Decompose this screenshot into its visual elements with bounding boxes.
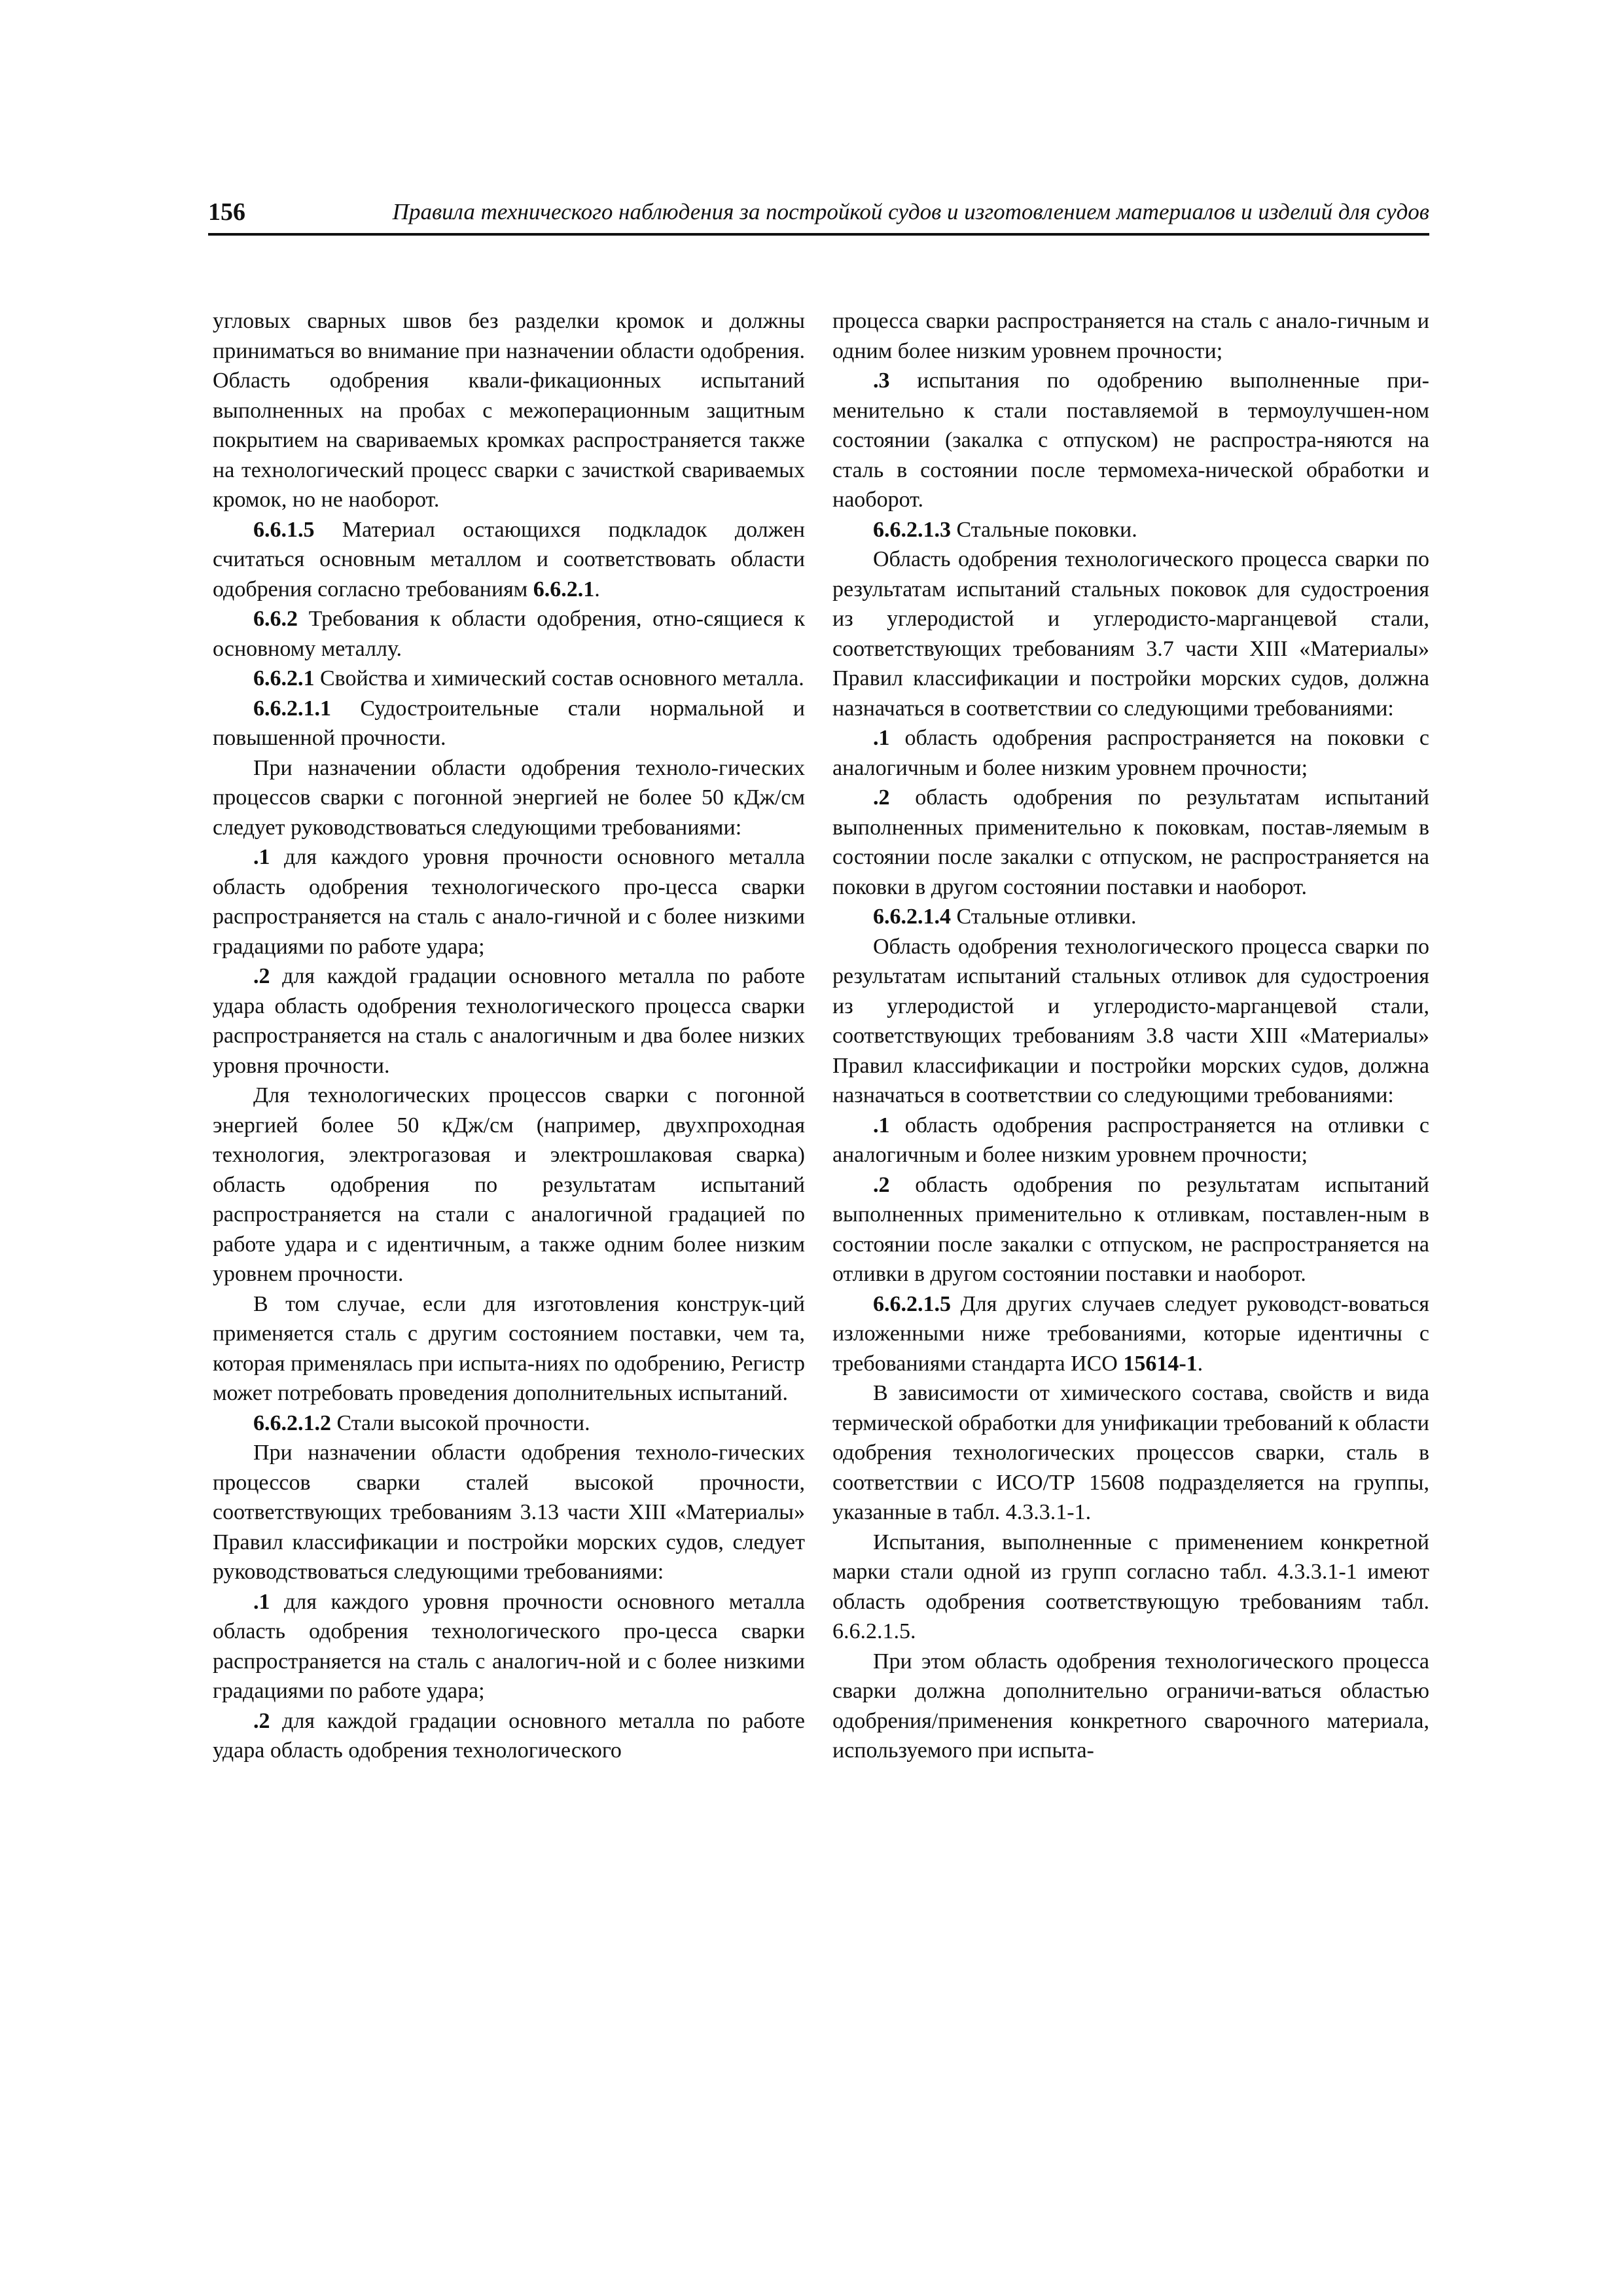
paragraph-text: Для других случаев следует руководст-воваться изложенными ниже требованиями, которые идентичны с требованиями стандарта ИСО [832,1291,1429,1376]
cross-reference: 6.6.2.1 [533,577,595,601]
paragraph-text: испытания по одобрению выполненные при-менительно к стали поставляемой в термоулучшен-ном состоянии (закалка с отпуском) не распростра-няются на сталь в состоянии после термомеха-нической обработки и наоборот. [832,368,1429,512]
paragraph [832,1170,1429,1289]
paragraph [832,306,1429,366]
paragraph [832,902,1429,932]
paragraph [832,783,1429,902]
paragraph [832,1647,1429,1766]
paragraph-text: для каждой градации основного металла по работе удара область одобрения технологического [213,1708,805,1763]
paragraph [213,842,805,961]
paragraph [213,1587,805,1706]
paragraph [213,961,805,1081]
clause-number: .1 [873,726,890,750]
clause-number: 6.6.2.1.1 [253,696,331,721]
clause-number: .3 [873,368,890,393]
paragraph [832,932,1429,1111]
clause-number: .2 [253,964,270,988]
paragraph-text: Стальные поковки. [951,517,1137,542]
page-header [208,196,1429,236]
clause-number: .2 [873,1172,890,1197]
paragraph-text: При назначении области одобрения техноло-гических процессов сварки сталей высокой прочности, соответствующих требованиям 3.13 части XIII «Материалы» Правил классификации и постройки морских судов, следует руководствоваться следующими требованиями: [213,1441,805,1584]
right-column [832,306,1429,1766]
paragraph-text: Область одобрения технологического процесса сварки по результатам испытаний стальных поковок для судостроения из углеродистой и углеродисто-марганцевой стали, соответствующих требованиям 3.7 части XIII «Материалы» Правил классификации и постройки морских судов, должна назначаться в соответствии со следующими требованиями: [832,547,1429,721]
paragraph-text: Область одобрения технологического процесса сварки по результатам испытаний стальных отливок для судостроения из углеродистой и углеродисто-марганцевой стали, соответствующих требованиям 3.8 части XIII «Материалы» Правил классификации и постройки морских судов, должна назначаться в соответствии со следующими требованиями: [832,934,1429,1107]
paragraph [832,545,1429,723]
paragraph-text: область одобрения по результатам испытаний выполненных применительно к отливкам, поставлен-ным в состоянии после закалки с отпуском, не распространяется на отливки в другом состоянии поставки и наоборот. [832,1172,1429,1286]
paragraph [213,306,805,515]
paragraph-text: Требования к области одобрения, отно-сящиеся к основному металлу. [213,607,805,661]
paragraph [832,515,1429,545]
paragraph-tail: . [594,577,600,601]
paragraph-text: При этом область одобрения технологического процесса сварки должна дополнительно ограничи-ваться областью одобрения/применения конкретного сварочного материала, используемого при испыта- [832,1649,1429,1763]
paragraph-text: для каждой градации основного металла по работе удара область одобрения технологического процесса сварки распространяется на сталь с аналогичным и два более низких уровня прочности. [213,964,805,1078]
paragraph [213,1438,805,1587]
paragraph [213,694,805,753]
paragraph-text: область одобрения распространяется на поковки с аналогичным и более низким уровнем прочности; [832,726,1429,780]
paragraph-text: В зависимости от химического состава, свойств и вида термической обработки для унификации требований к области одобрения технологических процессов сварки, сталь в соответствии с ИСО/ТР 15608 подразделяется на группы, указанные в табл. 4.3.3.1-1. [832,1381,1429,1524]
clause-number: 6.6.2 [253,607,298,631]
paragraph [213,1289,805,1408]
clause-number: .1 [253,845,270,869]
paragraph-text: Для технологических процессов сварки с погонной энергией более 50 кДж/см (например, двухпроходная технология, электрогазовая и электрошлаковая сварка) область одобрения по результатам испытаний распространяется на стали с аналогичной градацией по работе удара и с идентичным, а также одним более низким уровнем прочности. [213,1083,805,1286]
paragraph [213,1408,805,1439]
paragraph-text: угловых сварных швов без разделки кромок и должны приниматься во внимание при назначении области одобрения. Область одобрения квали-фикационных испытаний выполненных на пробах с межоперационным защитным покрытием на свариваемых кромках распространяется также на технологический процесс сварки с зачисткой свариваемых кромок, но не наоборот. [213,309,805,512]
left-column [213,306,805,1766]
paragraph-text: процесса сварки распространяется на сталь с анало-гичным и одним более низким уровнем прочности; [832,309,1429,363]
paragraph-text: Стальные отливки. [951,905,1137,929]
paragraph [213,1081,805,1289]
page-number: 156 [208,198,245,226]
clause-number: .1 [873,1113,890,1138]
cross-reference: 15614-1 [1123,1351,1198,1376]
clause-number: 6.6.1.5 [253,517,315,542]
paragraph-tail: . [1197,1351,1204,1376]
paragraph-text: Стали высокой прочности. [331,1410,590,1435]
paragraph-text: область одобрения распространяется на отливки с аналогичным и более низким уровнем прочности; [832,1113,1429,1167]
paragraph-text: В том случае, если для изготовления конструк-ций применяется сталь с другим состоянием поставки, чем та, которая применялась при испыта-ниях по одобрению, Регистр может потребовать проведения дополнительных испытаний. [213,1291,805,1405]
paragraph-text: для каждого уровня прочности основного металла область одобрения технологического про-цесса сварки распространяется на сталь с аналогич-ной и с более низкими градациями по работе удара; [213,1589,805,1703]
clause-number: 6.6.2.1.4 [873,905,951,929]
paragraph-text: область одобрения по результатам испытаний выполненных применительно к поковкам, постав-ляемым в состоянии после закалки с отпуском, не распространяется на поковки в другом состоянии поставки и наоборот. [832,785,1429,899]
clause-number: .2 [873,785,890,810]
paragraph-text: Материал остающихся подкладок должен считаться основным металлом и соответствовать области одобрения согласно требованиям [213,517,805,601]
paragraph [832,1378,1429,1528]
clause-number: 6.6.2.1.3 [873,517,951,542]
clause-number: 6.6.2.1 [253,666,315,691]
paragraph-text: Испытания, выполненные с применением конкретной марки стали одной из групп согласно табл. 4.3.3.1-1 имеют область одобрения соответствующую требованиям табл. 6.6.2.1.5. [832,1530,1429,1643]
clause-number: .1 [253,1589,270,1614]
paragraph-text: Судостроительные стали нормальной и повышенной прочности. [213,696,805,750]
paragraph [832,1528,1429,1647]
paragraph [213,664,805,694]
paragraph [213,753,805,843]
paragraph-text: для каждого уровня прочности основного металла область одобрения технологического про-цесса сварки распространяется на сталь с анало-гичной и с более низкими градациями по работе удара; [213,845,805,959]
running-title: Правила технического наблюдения за постройкой судов и изготовлением материалов и изделий для судов [392,199,1429,224]
clause-number: 6.6.2.1.2 [253,1410,331,1435]
paragraph-text: Свойства и химический состав основного металла. [314,666,804,691]
paragraph [832,1289,1429,1379]
paragraph [213,515,805,605]
paragraph [832,723,1429,783]
paragraph [832,366,1429,515]
paragraph-text: При назначении области одобрения техноло-гических процессов сварки с погонной энергией не более 50 кДж/см следует руководствоваться следующими требованиями: [213,755,805,840]
paragraph [832,1111,1429,1170]
clause-number: 6.6.2.1.5 [873,1291,951,1316]
paragraph [213,604,805,664]
clause-number: .2 [253,1708,270,1733]
paragraph [213,1706,805,1766]
